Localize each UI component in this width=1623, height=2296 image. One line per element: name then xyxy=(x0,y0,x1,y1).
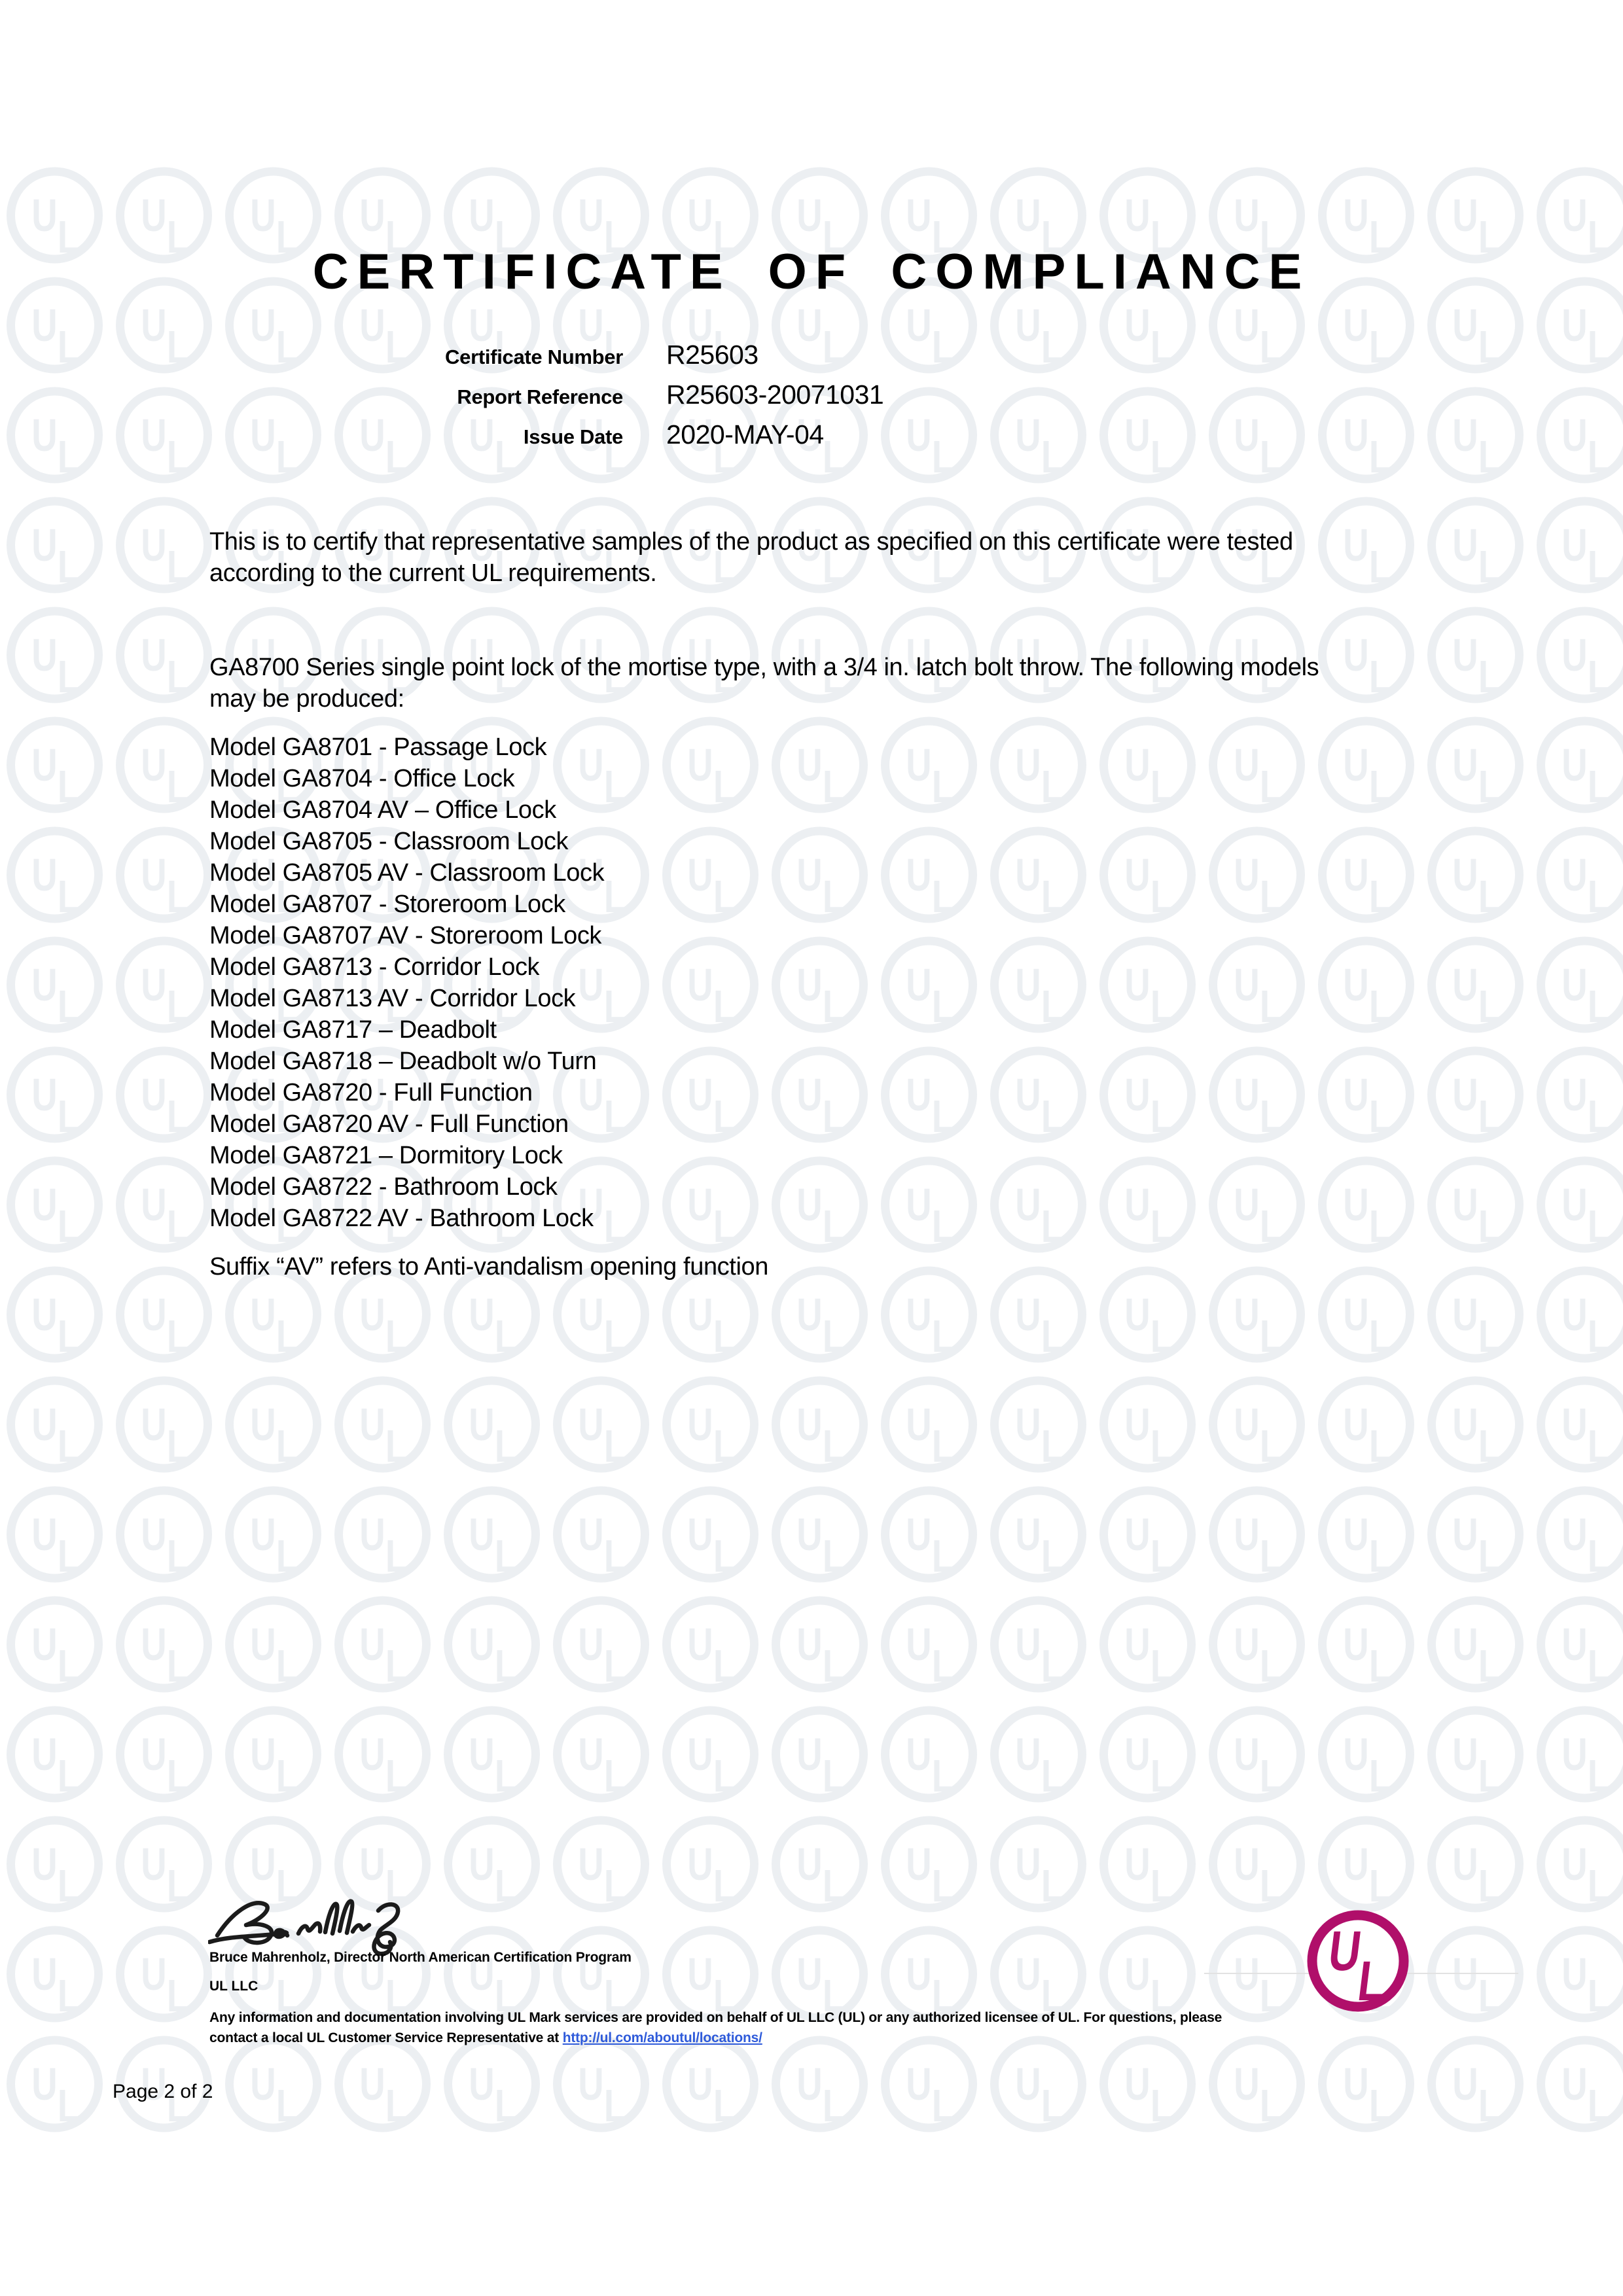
legal-line-1: Any information and documentation involving UL Mark services are provided on behalf of UL LLC (UL) or any authorized licensee of UL. For questions, please xyxy=(209,2010,1222,2025)
model-list-item: Model GA8705 - Classroom Lock xyxy=(209,828,569,855)
meta-row-certificate-number xyxy=(209,335,883,375)
legal-fine-print xyxy=(209,2007,1453,2048)
model-list xyxy=(209,732,604,1234)
model-list-item: Model GA8704 AV – Office Lock xyxy=(209,796,556,824)
ul-locations-link[interactable]: http://ul.com/aboutul/locations/ xyxy=(562,2030,762,2045)
model-list-item: Model GA8713 - Corridor Lock xyxy=(209,953,540,981)
product-description-line: may be produced: xyxy=(209,685,404,713)
model-list-item: Model GA8705 AV - Classroom Lock xyxy=(209,859,605,887)
page-title: CERTIFICATE OF COMPLIANCE xyxy=(312,244,1311,300)
certification-statement-line: according to the current UL requirements. xyxy=(209,559,657,587)
issue-date-value: 2020-MAY-04 xyxy=(666,419,824,450)
legal-line-2-text: contact a local UL Customer Service Representative at xyxy=(209,2030,563,2045)
model-list-item: Model GA8713 AV - Corridor Lock xyxy=(209,985,576,1012)
model-list-item: Model GA8722 AV - Bathroom Lock xyxy=(209,1205,594,1232)
certification-statement-line: This is to certify that representative samples of the product as specified on this certificate were tested xyxy=(209,528,1293,556)
model-list-item: Model GA8717 – Deadbolt xyxy=(209,1016,497,1044)
product-description-line: GA8700 Series single point lock of the mortise type, with a 3/4 in. latch bolt throw. The following models xyxy=(209,654,1319,681)
logo-letter-u: U xyxy=(1325,1920,1365,1983)
meta-row-issue-date xyxy=(209,415,883,455)
model-list-item: Model GA8721 – Dormitory Lock xyxy=(209,1142,563,1169)
meta-row-report-reference xyxy=(209,375,883,415)
signatory-company: UL LLC xyxy=(209,1979,259,1994)
report-reference-label: Report Reference xyxy=(457,385,623,408)
certificate-meta xyxy=(209,335,883,455)
logo-letter-l: L xyxy=(1354,1950,1389,2013)
certificate-number-label: Certificate Number xyxy=(445,345,623,368)
page-number: Page 2 of 2 xyxy=(113,2081,213,2102)
model-list-item: Model GA8701 - Passage Lock xyxy=(209,733,547,761)
model-list-item: Model GA8722 - Bathroom Lock xyxy=(209,1173,558,1201)
certificate-number-value: R25603 xyxy=(666,340,758,370)
model-list-item: Model GA8704 - Office Lock xyxy=(209,765,515,792)
signature-image xyxy=(208,1896,411,1958)
certification-statement xyxy=(209,526,1293,589)
ul-logo xyxy=(1302,1905,1414,2017)
report-reference-value: R25603-20071031 xyxy=(666,380,884,410)
model-list-item: Model GA8707 - Storeroom Lock xyxy=(209,891,565,918)
legal-line-2 xyxy=(209,2028,1453,2048)
signatory-name-title: Bruce Mahrenholz, Director North American Certification Program xyxy=(209,1950,632,1965)
model-list-item: Model GA8720 - Full Function xyxy=(209,1079,533,1106)
issue-date-label: Issue Date xyxy=(523,425,623,448)
suffix-note: Suffix “AV” refers to Anti-vandalism opening function xyxy=(209,1253,768,1280)
model-list-item: Model GA8720 AV - Full Function xyxy=(209,1110,569,1138)
model-list-item: Model GA8707 AV - Storeroom Lock xyxy=(209,922,602,949)
product-description xyxy=(209,652,1319,715)
model-list-item: Model GA8718 – Deadbolt w/o Turn xyxy=(209,1048,597,1075)
